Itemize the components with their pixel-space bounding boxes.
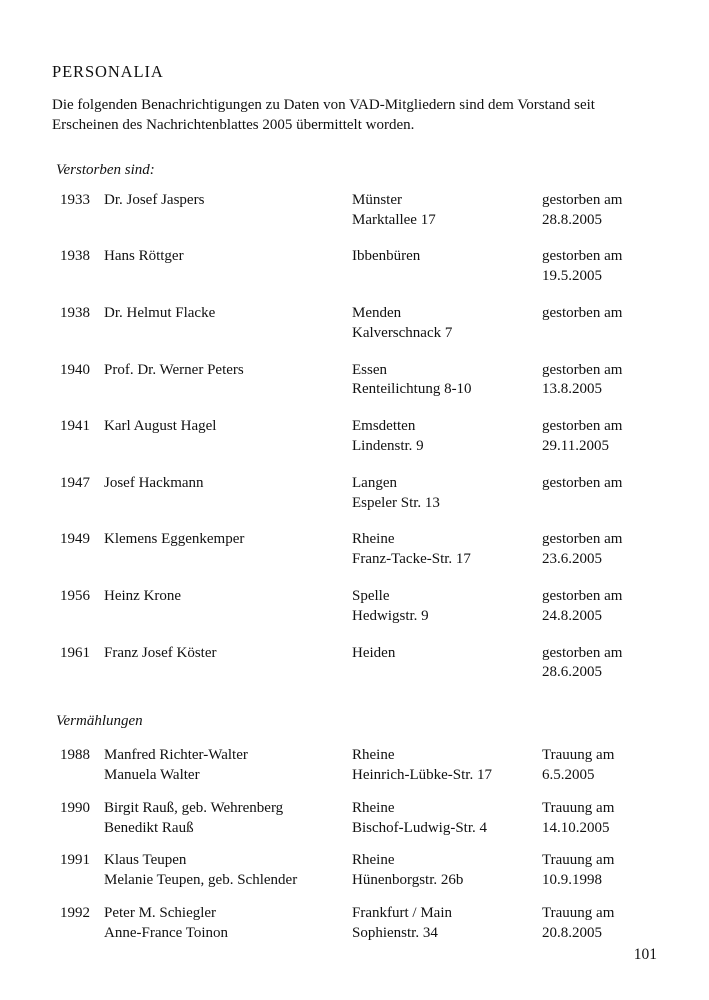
- entry-name: [104, 799, 352, 839]
- entry-place-line2: Renteilichtung 8-10: [352, 381, 472, 398]
- entry-year: 1938: [60, 248, 90, 265]
- entry-name-line1: Birgit Rauß, geb. Wehrenberg: [104, 799, 284, 816]
- entry-name: Klemens Eggenkemper: [104, 531, 245, 548]
- page-number: 101: [633, 946, 657, 963]
- entry-place: [352, 587, 542, 627]
- entry-place-line2: Espeler Str. 13: [352, 494, 440, 511]
- entry-place: [352, 304, 542, 344]
- entry-name: Dr. Helmut Flacke: [104, 305, 216, 322]
- entry-event: [542, 417, 657, 457]
- entry-event-label: gestorben am: [542, 248, 623, 265]
- entry-place-line2: Hedwigstr. 9: [352, 607, 429, 624]
- page-title: PERSONALIA: [52, 62, 164, 81]
- entry-place: [352, 799, 542, 839]
- entry-year: 1949: [60, 531, 90, 548]
- entry-name: Josef Hackmann: [104, 474, 204, 491]
- entry-event-date: 28.8.2005: [542, 211, 602, 228]
- entry-place-line2: [352, 663, 542, 683]
- entry-event-date: 13.8.2005: [542, 381, 602, 398]
- entry-name: Hans Röttger: [104, 248, 184, 265]
- entry-year: 1940: [60, 361, 90, 378]
- entry-year: 1941: [60, 418, 90, 435]
- entry-event-date: 19.5.2005: [542, 268, 602, 285]
- entry-year: 1938: [60, 305, 90, 322]
- entry-name-line1: Manfred Richter-Walter: [104, 747, 248, 764]
- list-item: [52, 904, 657, 944]
- entry-place-line1: Frankfurt / Main: [352, 905, 452, 921]
- deceased-entry-list: [52, 191, 657, 683]
- entry-year: 1992: [60, 905, 90, 921]
- entry-name: [104, 746, 352, 786]
- list-item: [52, 474, 657, 514]
- entry-event: [542, 587, 657, 627]
- entry-place-line1: Emsdetten: [352, 418, 416, 435]
- section-heading-weddings: Vermählungen: [56, 713, 143, 730]
- entry-name-line2: Melanie Teupen, geb. Schlender: [104, 872, 298, 889]
- entry-event-date: 29.11.2005: [542, 438, 609, 455]
- entry-place: [352, 851, 542, 891]
- entry-place: [352, 746, 542, 786]
- entry-event-label: gestorben am: [542, 418, 623, 435]
- wedding-entry-list: [52, 746, 657, 943]
- entry-place-line2: Franz-Tacke-Str. 17: [352, 551, 471, 568]
- entry-place-line1: Rheine: [352, 852, 395, 869]
- entry-name: Prof. Dr. Werner Peters: [104, 361, 244, 378]
- entry-name-line1: Klaus Teupen: [104, 852, 187, 869]
- entry-event-label: gestorben am: [542, 191, 623, 208]
- entry-place-line2: Kalverschnack 7: [352, 324, 453, 341]
- list-item: [52, 799, 657, 839]
- entry-place: [352, 474, 542, 514]
- list-item: [52, 746, 657, 786]
- list-item: [52, 191, 657, 231]
- entry-place-line1: Münster: [352, 191, 402, 208]
- entry-year: 1990: [60, 799, 90, 816]
- entry-event-date: 23.6.2005: [542, 551, 602, 568]
- list-item: [52, 587, 657, 627]
- entry-place: [352, 191, 542, 231]
- entry-name: [104, 904, 352, 944]
- entry-year: 1947: [60, 474, 90, 491]
- entry-event: [542, 304, 657, 344]
- entry-place-line2: Hünenborgstr. 26b: [352, 872, 464, 889]
- entry-year: 1956: [60, 588, 90, 605]
- entry-name-line1: Peter M. Schiegler: [104, 905, 217, 921]
- entry-event-date: 14.10.2005: [542, 819, 610, 836]
- entry-place: [352, 530, 542, 570]
- entry-event: [542, 746, 657, 786]
- entry-name: Dr. Josef Jaspers: [104, 191, 205, 208]
- entry-place-line1: Menden: [352, 305, 402, 322]
- list-item: [52, 304, 657, 344]
- intro-paragraph: Die folgenden Benachrichtigungen zu Daten von VAD-Mitgliedern sind dem Vorstand seit Erscheinen des Nachrichtenblattes 2005 übermittelt worden.: [52, 97, 595, 133]
- entry-event: [542, 644, 657, 684]
- entry-name: Franz Josef Köster: [104, 644, 217, 661]
- entry-year: 1991: [60, 852, 90, 869]
- entry-year: 1961: [60, 644, 90, 661]
- entry-name-line2: Benedikt Rauß: [104, 819, 194, 836]
- list-item: [52, 530, 657, 570]
- entry-event-label: gestorben am: [542, 305, 623, 322]
- entry-event-label: Trauung am: [542, 905, 615, 921]
- entry-event-label: gestorben am: [542, 588, 623, 605]
- entry-year: 1988: [60, 747, 90, 764]
- entry-place-line1: Rheine: [352, 747, 395, 764]
- entry-event-date: [542, 494, 657, 514]
- entry-event-date: 24.8.2005: [542, 607, 602, 624]
- list-item: [52, 644, 657, 684]
- entry-place-line1: Ibbenbüren: [352, 248, 421, 265]
- entry-event: [542, 851, 657, 891]
- entry-event-label: gestorben am: [542, 531, 623, 548]
- list-item: [52, 851, 657, 891]
- entry-event: [542, 361, 657, 401]
- entry-event: [542, 904, 657, 944]
- entry-event: [542, 474, 657, 514]
- entry-event: [542, 799, 657, 839]
- entry-place-line2: [352, 267, 542, 287]
- entry-place: [352, 247, 542, 287]
- entry-place-line2: Sophienstr. 34: [352, 924, 438, 941]
- entry-place-line2: Lindenstr. 9: [352, 438, 424, 455]
- entry-name-line2: Anne-France Toinon: [104, 924, 229, 941]
- entry-event: [542, 191, 657, 231]
- entry-name: Karl August Hagel: [104, 418, 217, 435]
- entry-event: [542, 247, 657, 287]
- entry-event-label: gestorben am: [542, 644, 623, 661]
- entry-event-label: gestorben am: [542, 474, 623, 491]
- entry-event-date: 28.6.2005: [542, 664, 602, 681]
- entry-place: [352, 904, 542, 944]
- entry-name: [104, 851, 352, 891]
- entry-event-label: Trauung am: [542, 747, 615, 764]
- entry-place: [352, 361, 542, 401]
- entry-place: [352, 417, 542, 457]
- entry-event: [542, 530, 657, 570]
- list-item: [52, 417, 657, 457]
- entry-name-line2: Manuela Walter: [104, 767, 200, 784]
- entry-event-label: gestorben am: [542, 361, 623, 378]
- entry-place-line1: Essen: [352, 361, 387, 378]
- entry-place-line2: Bischof-Ludwig-Str. 4: [352, 819, 487, 836]
- entry-place-line2: Marktallee 17: [352, 211, 436, 228]
- entry-event-label: Trauung am: [542, 799, 615, 816]
- entry-place-line1: Heiden: [352, 644, 396, 661]
- entry-place-line2: Heinrich-Lübke-Str. 17: [352, 767, 492, 784]
- entry-event-date: 6.5.2005: [542, 767, 595, 784]
- section-heading-deceased: Verstorben sind:: [56, 161, 155, 178]
- entry-year: 1933: [60, 191, 90, 208]
- entry-place-line1: Rheine: [352, 531, 395, 548]
- entry-place-line1: Rheine: [352, 799, 395, 816]
- entry-name: Heinz Krone: [104, 588, 182, 605]
- entry-event-date: [542, 324, 657, 344]
- entry-place: [352, 644, 542, 684]
- entry-place-line1: Langen: [352, 474, 397, 491]
- entry-event-date: 10.9.1998: [542, 872, 602, 889]
- list-item: [52, 247, 657, 287]
- entry-event-date: 20.8.2005: [542, 924, 602, 941]
- entry-event-label: Trauung am: [542, 852, 615, 869]
- entry-place-line1: Spelle: [352, 588, 390, 605]
- list-item: [52, 361, 657, 401]
